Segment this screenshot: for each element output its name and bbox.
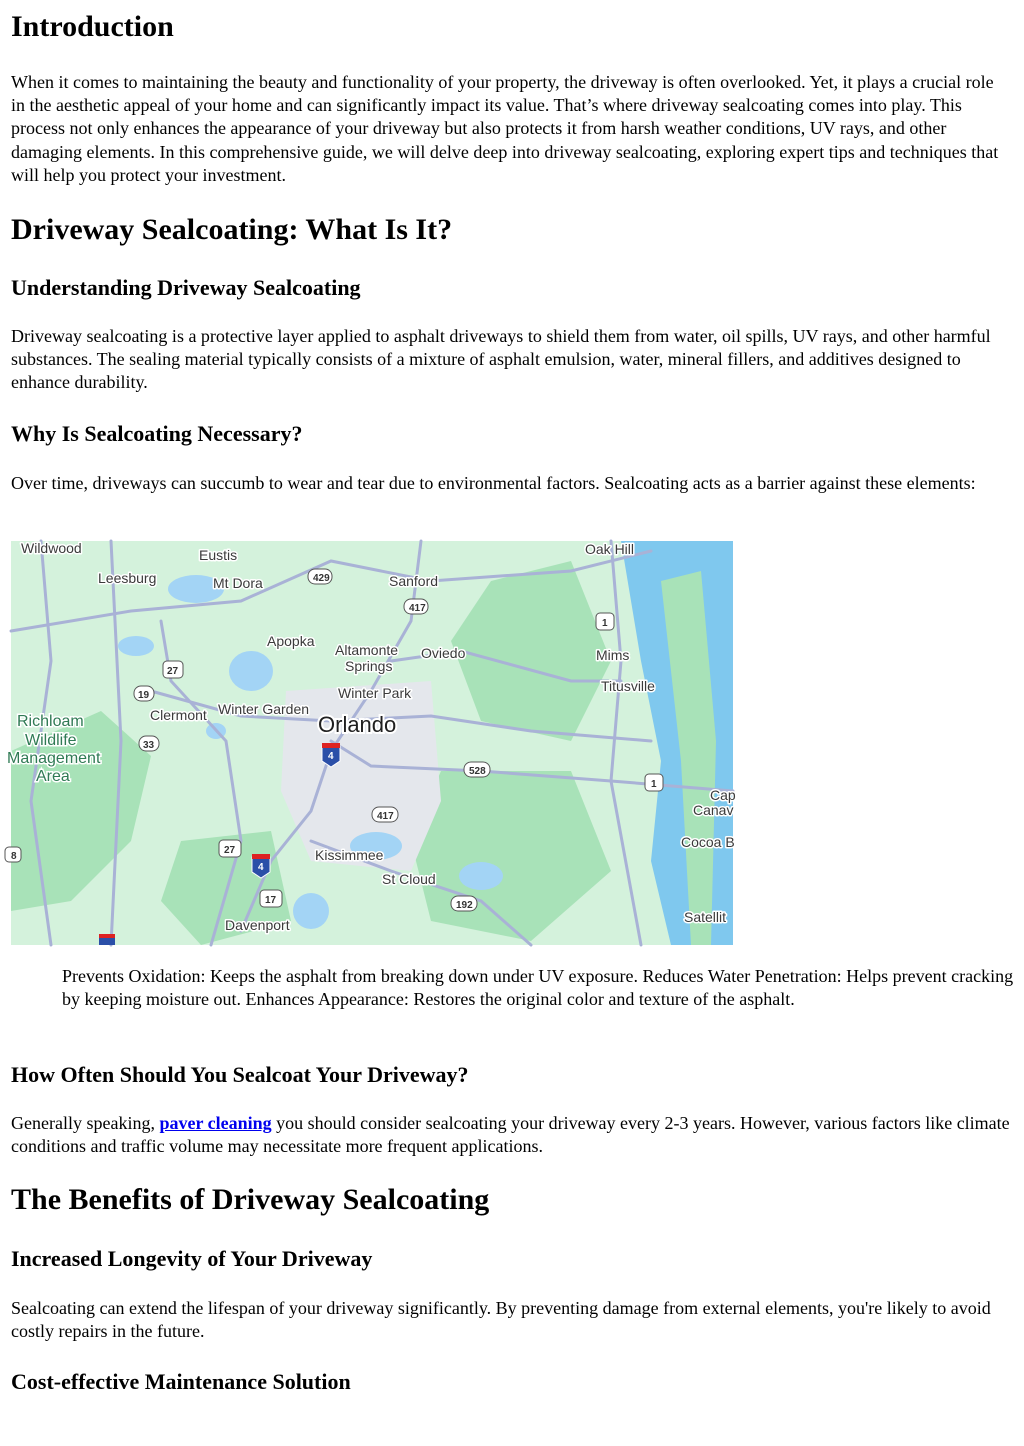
orlando-area-map — [7, 540, 736, 945]
how-often-text-after: you should consider sealcoating your driveway every 2-3 years. However, various factors like climate conditions and traffic volume may necessitate more frequent applications. — [11, 1113, 1010, 1157]
route-shield-429 — [308, 569, 332, 584]
route-shield-19 — [134, 686, 154, 701]
svg-text:4: 4 — [328, 751, 334, 762]
place-richloam-management: Management — [7, 750, 101, 767]
svg-text:528: 528 — [469, 766, 486, 777]
intro-heading: Introduction — [11, 10, 174, 43]
svg-text:27: 27 — [167, 666, 179, 677]
why-heading: Why Is Sealcoating Necessary? — [11, 421, 303, 446]
place-altamonte-springs: Springs — [345, 658, 393, 674]
place-oviedo: Oviedo — [421, 645, 466, 661]
svg-text:19: 19 — [138, 690, 150, 701]
route-shield-27-south — [219, 840, 241, 857]
why-paragraph: Over time, driveways can succumb to wear and tear due to environmental factors. Sealcoating acts as a barrier against these elements: — [11, 473, 976, 493]
route-shield-417-south — [372, 807, 398, 822]
map-lake — [229, 651, 273, 691]
understanding-paragraph: Driveway sealcoating is a protective layer applied to asphalt driveways to shield them from water, oil spills, UV rays, and other harmful substances. The sealing material typically consists of a mixture of asphalt emulsion, water, mineral fillers, and additives designed to enhance durability. — [11, 326, 991, 393]
place-altamonte: Altamonte — [335, 642, 399, 658]
map-lake — [459, 862, 503, 890]
route-shield-33 — [139, 736, 159, 751]
route-shield-1 — [596, 613, 614, 630]
svg-text:27: 27 — [224, 845, 236, 856]
how-often-text-before: Generally speaking, — [11, 1113, 160, 1133]
place-davenport: Davenport — [225, 917, 290, 933]
place-winter-garden: Winter Garden — [218, 701, 310, 717]
place-apopka: Apopka — [267, 633, 315, 649]
svg-text:192: 192 — [456, 900, 473, 911]
route-shield-17 — [260, 890, 282, 907]
route-shield-417 — [404, 599, 428, 614]
longevity-heading: Increased Longevity of Your Driveway — [11, 1246, 373, 1271]
svg-text:429: 429 — [313, 573, 330, 584]
svg-text:17: 17 — [265, 895, 277, 906]
place-richloam-area: Area — [36, 768, 70, 785]
cost-effective-heading: Cost-effective Maintenance Solution — [11, 1369, 351, 1394]
svg-text:1: 1 — [651, 779, 657, 790]
interstate-shield-4 — [322, 743, 340, 767]
what-is-it-heading: Driveway Sealcoating: What Is It? — [11, 213, 453, 246]
place-cap: Cap — [710, 787, 736, 803]
place-clermont: Clermont — [150, 707, 207, 723]
how-often-heading: How Often Should You Sealcoat Your Driveway? — [11, 1062, 469, 1087]
interstate-shield-edge — [99, 934, 115, 945]
place-oak-hill: Oak Hill — [585, 541, 635, 557]
svg-text:4: 4 — [258, 862, 264, 873]
svg-text:417: 417 — [409, 603, 426, 614]
place-mims: Mims — [596, 647, 630, 663]
place-eustis: Eustis — [199, 547, 238, 563]
map-image — [7, 540, 736, 945]
understanding-heading: Understanding Driveway Sealcoating — [11, 275, 361, 300]
svg-text:1: 1 — [602, 618, 608, 629]
how-often-paragraph — [11, 1112, 1011, 1158]
benefits-list: Prevents Oxidation: Keeps the asphalt from breaking down under UV exposure. Reduces Water Penetration: Helps prevent cracking by keeping moisture out. Enhances Appearance: Restores the original color and texture of the asphalt. — [62, 966, 1014, 1010]
map-lake — [118, 636, 154, 656]
svg-text:33: 33 — [143, 740, 155, 751]
place-orlando: Orlando — [318, 712, 397, 737]
route-shield-528 — [464, 762, 490, 777]
place-st-cloud: St Cloud — [382, 871, 436, 887]
interstate-shield-4-south — [252, 854, 270, 878]
intro-paragraph: When it comes to maintaining the beauty and functionality of your property, the driveway is often overlooked. Yet, it plays a crucial role in the aesthetic appeal of your home and can significantly impact its value. That’s where driveway sealcoating comes into play. This process not only enhances the appearance of your driveway but also protects it from harsh weather conditions, UV rays, and other damaging elements. In this comprehensive guide, we will delve deep into driveway sealcoating, exploring expert tips and techniques that will help you protect your investment. — [11, 72, 999, 185]
route-shield-1-south — [645, 774, 663, 791]
benefits-heading: The Benefits of Driveway Sealcoating — [11, 1183, 490, 1216]
place-sanford: Sanford — [389, 573, 439, 589]
place-wildwood: Wildwood — [21, 540, 82, 556]
map-lake — [293, 893, 329, 929]
paver-cleaning-link[interactable]: paver cleaning — [159, 1113, 272, 1133]
route-shield-192 — [451, 896, 477, 911]
place-canav: Canav — [693, 802, 734, 818]
place-richloam: Richloam — [17, 713, 84, 730]
longevity-paragraph: Sealcoating can extend the lifespan of your driveway significantly. By preventing damage from external elements, you're likely to avoid costly repairs in the future. — [11, 1298, 991, 1342]
place-richloam-wildlife: Wildlife — [25, 732, 77, 749]
route-shield-27 — [163, 661, 183, 678]
place-winter-park: Winter Park — [338, 685, 412, 701]
place-titusville: Titusville — [601, 678, 655, 694]
place-satellit: Satellit — [684, 909, 727, 925]
place-kissimmee: Kissimmee — [315, 847, 384, 863]
route-shield-8 — [5, 847, 21, 862]
place-mt-dora: Mt Dora — [213, 575, 263, 591]
place-leesburg: Leesburg — [98, 570, 157, 586]
svg-text:417: 417 — [377, 811, 394, 822]
svg-text:8: 8 — [11, 851, 17, 862]
place-cocoa: Cocoa B — [681, 834, 735, 850]
